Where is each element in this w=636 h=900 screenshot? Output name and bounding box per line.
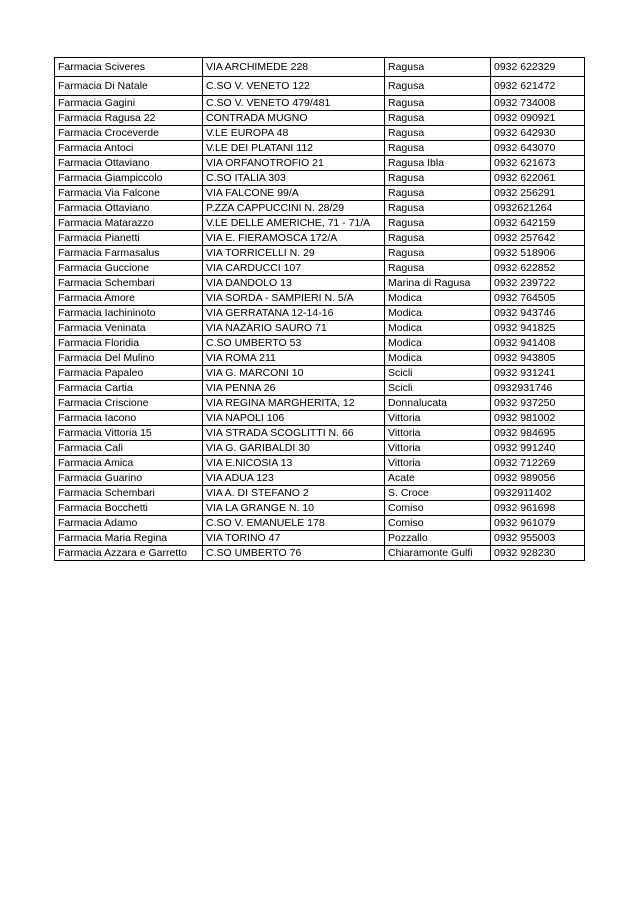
- table-row: [55, 261, 585, 276]
- pharmacy-city-cell: Ragusa: [385, 171, 491, 186]
- pharmacy-phone-cell: 0932621264: [491, 201, 585, 216]
- pharmacy-name-cell: Farmacia Giampiccolo: [55, 171, 203, 186]
- table-row: [55, 426, 585, 441]
- pharmacy-city-cell: Scicli: [385, 366, 491, 381]
- pharmacy-phone-cell: 0932 961079: [491, 516, 585, 531]
- table-row: [55, 201, 585, 216]
- table-row: [55, 321, 585, 336]
- pharmacy-phone-cell: 0932 941825: [491, 321, 585, 336]
- table-row: [55, 276, 585, 291]
- pharmacy-phone-cell: 0932 239722: [491, 276, 585, 291]
- pharmacy-name-cell: Farmacia Ragusa 22: [55, 111, 203, 126]
- pharmacy-city-cell: Modica: [385, 321, 491, 336]
- pharmacy-address-cell: VIA SORDA - SAMPIERI N. 5/A: [203, 291, 385, 306]
- pharmacy-address-cell: VIA G. MARCONI 10: [203, 366, 385, 381]
- table-row: [55, 381, 585, 396]
- pharmacy-name-cell: Farmacia Sciveres: [55, 58, 203, 77]
- table-row: [55, 366, 585, 381]
- pharmacy-name-cell: Farmacia Iachininoto: [55, 306, 203, 321]
- pharmacy-city-cell: Modica: [385, 336, 491, 351]
- pharmacy-address-cell: VIA E. FIERAMOSCA 172/A: [203, 231, 385, 246]
- table-row: [55, 486, 585, 501]
- pharmacy-name-cell: Farmacia Ottaviano: [55, 201, 203, 216]
- pharmacy-address-cell: VIA ADUA 123: [203, 471, 385, 486]
- table-row: [55, 531, 585, 546]
- table-row: [55, 231, 585, 246]
- table-row: [55, 141, 585, 156]
- pharmacy-phone-cell: 0932 941408: [491, 336, 585, 351]
- pharmacy-address-cell: VIA CARDUCCI 107: [203, 261, 385, 276]
- pharmacy-phone-cell: 0932 622061: [491, 171, 585, 186]
- pharmacy-address-cell: VIA E.NICOSIA 13: [203, 456, 385, 471]
- pharmacy-city-cell: Ragusa: [385, 126, 491, 141]
- pharmacy-address-cell: VIA GERRATANA 12-14-16: [203, 306, 385, 321]
- pharmacy-address-cell: VIA ARCHIMEDE 228: [203, 58, 385, 77]
- pharmacy-city-cell: Modica: [385, 351, 491, 366]
- pharmacy-name-cell: Farmacia Schembari: [55, 486, 203, 501]
- pharmacy-city-cell: Ragusa: [385, 186, 491, 201]
- pharmacy-address-cell: VIA ORFANOTROFIO 21: [203, 156, 385, 171]
- pharmacy-phone-cell: 0932 928230: [491, 546, 585, 561]
- pharmacy-address-cell: C.SO UMBERTO 53: [203, 336, 385, 351]
- pharmacy-address-cell: C.SO ITALIA 303: [203, 171, 385, 186]
- pharmacy-table-body: [55, 58, 585, 561]
- table-row: [55, 456, 585, 471]
- pharmacy-name-cell: Farmacia Pianetti: [55, 231, 203, 246]
- pharmacy-phone-cell: 0932 622329: [491, 58, 585, 77]
- table-row: [55, 58, 585, 77]
- pharmacy-phone-cell: 0932 622852: [491, 261, 585, 276]
- table-row: [55, 516, 585, 531]
- pharmacy-phone-cell: 0932 937250: [491, 396, 585, 411]
- pharmacy-name-cell: Farmacia Iacono: [55, 411, 203, 426]
- pharmacy-name-cell: Farmacia Adamo: [55, 516, 203, 531]
- pharmacy-name-cell: Farmacia Bocchetti: [55, 501, 203, 516]
- table-row: [55, 306, 585, 321]
- pharmacy-city-cell: Modica: [385, 306, 491, 321]
- pharmacy-city-cell: Comiso: [385, 501, 491, 516]
- pharmacy-name-cell: Farmacia Maria Regina: [55, 531, 203, 546]
- pharmacy-city-cell: Ragusa: [385, 216, 491, 231]
- table-row: [55, 156, 585, 171]
- pharmacy-address-cell: CONTRADA MUGNO: [203, 111, 385, 126]
- pharmacy-name-cell: Farmacia Farmasalus: [55, 246, 203, 261]
- pharmacy-phone-cell: 0932 981002: [491, 411, 585, 426]
- table-row: [55, 246, 585, 261]
- pharmacy-phone-cell: 0932 989056: [491, 471, 585, 486]
- table-row: [55, 501, 585, 516]
- pharmacy-name-cell: Farmacia Gagini: [55, 96, 203, 111]
- pharmacy-phone-cell: 0932 955003: [491, 531, 585, 546]
- pharmacy-phone-cell: 0932 734008: [491, 96, 585, 111]
- pharmacy-address-cell: V.LE DEI PLATANI 112: [203, 141, 385, 156]
- pharmacy-phone-cell: 0932 961698: [491, 501, 585, 516]
- pharmacy-city-cell: Ragusa: [385, 261, 491, 276]
- pharmacy-address-cell: VIA PENNA 26: [203, 381, 385, 396]
- pharmacy-phone-cell: 0932 943805: [491, 351, 585, 366]
- pharmacy-name-cell: Farmacia Schembari: [55, 276, 203, 291]
- pharmacy-phone-cell: 0932 518906: [491, 246, 585, 261]
- pharmacy-address-cell: C.SO UMBERTO 76: [203, 546, 385, 561]
- pharmacy-name-cell: Farmacia Calì: [55, 441, 203, 456]
- pharmacy-name-cell: Farmacia Via Falcone: [55, 186, 203, 201]
- pharmacy-phone-cell: 0932 090921: [491, 111, 585, 126]
- pharmacy-address-cell: P.ZZA CAPPUCCINI N. 28/29: [203, 201, 385, 216]
- table-row: [55, 546, 585, 561]
- pharmacy-city-cell: Ragusa: [385, 246, 491, 261]
- table-row: [55, 471, 585, 486]
- table-row: [55, 351, 585, 366]
- table-row: [55, 171, 585, 186]
- pharmacy-phone-cell: 0932 642159: [491, 216, 585, 231]
- pharmacy-city-cell: Donnalucata: [385, 396, 491, 411]
- pharmacy-address-cell: V.LE EUROPA 48: [203, 126, 385, 141]
- pharmacy-phone-cell: 0932911402: [491, 486, 585, 501]
- pharmacy-address-cell: VIA NAZARIO SAURO 71: [203, 321, 385, 336]
- pharmacy-name-cell: Farmacia Guccione: [55, 261, 203, 276]
- pharmacy-phone-cell: 0932 256291: [491, 186, 585, 201]
- pharmacy-name-cell: Farmacia Del Mulino: [55, 351, 203, 366]
- pharmacy-phone-cell: 0932 621673: [491, 156, 585, 171]
- pharmacy-name-cell: Farmacia Papaleo: [55, 366, 203, 381]
- pharmacy-city-cell: Vittoria: [385, 441, 491, 456]
- pharmacy-phone-cell: 0932 642930: [491, 126, 585, 141]
- pharmacy-phone-cell: 0932 643070: [491, 141, 585, 156]
- pharmacy-name-cell: Farmacia Amore: [55, 291, 203, 306]
- pharmacy-phone-cell: 0932 257642: [491, 231, 585, 246]
- pharmacy-address-cell: VIA DANDOLO 13: [203, 276, 385, 291]
- pharmacy-city-cell: Vittoria: [385, 426, 491, 441]
- pharmacy-address-cell: V.LE DELLE AMERICHE, 71 - 71/A: [203, 216, 385, 231]
- pharmacy-city-cell: Ragusa: [385, 96, 491, 111]
- pharmacy-city-cell: Vittoria: [385, 411, 491, 426]
- table-row: [55, 411, 585, 426]
- pharmacy-name-cell: Farmacia Antoci: [55, 141, 203, 156]
- table-row: [55, 111, 585, 126]
- pharmacy-address-cell: VIA NAPOLI 106: [203, 411, 385, 426]
- pharmacy-name-cell: Farmacia Azzara e Garretto: [55, 546, 203, 561]
- table-row: [55, 441, 585, 456]
- pharmacy-city-cell: Pozzallo: [385, 531, 491, 546]
- pharmacy-phone-cell: 0932931746: [491, 381, 585, 396]
- pharmacy-city-cell: Ragusa: [385, 111, 491, 126]
- pharmacy-address-cell: VIA REGINA MARGHERITA, 12: [203, 396, 385, 411]
- pharmacy-name-cell: Farmacia Floridia: [55, 336, 203, 351]
- pharmacy-city-cell: Ragusa: [385, 77, 491, 96]
- table-row: [55, 77, 585, 96]
- pharmacy-address-cell: VIA LA GRANGE N. 10: [203, 501, 385, 516]
- pharmacy-city-cell: Marina di Ragusa: [385, 276, 491, 291]
- pharmacy-address-cell: C.SO V. VENETO 479/481: [203, 96, 385, 111]
- pharmacy-city-cell: Ragusa: [385, 201, 491, 216]
- pharmacy-address-cell: VIA FALCONE 99/A: [203, 186, 385, 201]
- pharmacy-name-cell: Farmacia Ottaviano: [55, 156, 203, 171]
- pharmacy-address-cell: VIA A. DI STEFANO 2: [203, 486, 385, 501]
- pharmacy-table: [54, 57, 585, 561]
- pharmacy-phone-cell: 0932 991240: [491, 441, 585, 456]
- pharmacy-city-cell: Scicli: [385, 381, 491, 396]
- table-row: [55, 96, 585, 111]
- pharmacy-address-cell: VIA TORRICELLI N. 29: [203, 246, 385, 261]
- pharmacy-address-cell: VIA TORINO 47: [203, 531, 385, 546]
- pharmacy-name-cell: Farmacia Matarazzo: [55, 216, 203, 231]
- pharmacy-phone-cell: 0932 621472: [491, 77, 585, 96]
- pharmacy-address-cell: C.SO V. EMANUELE 178: [203, 516, 385, 531]
- pharmacy-city-cell: Ragusa: [385, 58, 491, 77]
- pharmacy-phone-cell: 0932 712269: [491, 456, 585, 471]
- pharmacy-name-cell: Farmacia Cartia: [55, 381, 203, 396]
- pharmacy-city-cell: Comiso: [385, 516, 491, 531]
- pharmacy-address-cell: VIA G. GARIBALDI 30: [203, 441, 385, 456]
- pharmacy-city-cell: Ragusa Ibla: [385, 156, 491, 171]
- table-row: [55, 336, 585, 351]
- pharmacy-city-cell: S. Croce: [385, 486, 491, 501]
- pharmacy-name-cell: Farmacia Vittoria 15: [55, 426, 203, 441]
- pharmacy-name-cell: Farmacia Amica: [55, 456, 203, 471]
- pharmacy-address-cell: VIA STRADA SCOGLITTI N. 66: [203, 426, 385, 441]
- pharmacy-name-cell: Farmacia Croceverde: [55, 126, 203, 141]
- table-row: [55, 186, 585, 201]
- pharmacy-address-cell: VIA ROMA 211: [203, 351, 385, 366]
- pharmacy-phone-cell: 0932 943746: [491, 306, 585, 321]
- pharmacy-phone-cell: 0932 984695: [491, 426, 585, 441]
- pharmacy-city-cell: Ragusa: [385, 231, 491, 246]
- table-row: [55, 126, 585, 141]
- pharmacy-city-cell: Ragusa: [385, 141, 491, 156]
- table-row: [55, 216, 585, 231]
- table-row: [55, 396, 585, 411]
- pharmacy-city-cell: Modica: [385, 291, 491, 306]
- pharmacy-phone-cell: 0932 764505: [491, 291, 585, 306]
- pharmacy-city-cell: Acate: [385, 471, 491, 486]
- pharmacy-name-cell: Farmacia Di Natale: [55, 77, 203, 96]
- pharmacy-name-cell: Farmacia Guarino: [55, 471, 203, 486]
- pharmacy-address-cell: C.SO V. VENETO 122: [203, 77, 385, 96]
- pharmacy-city-cell: Vittoria: [385, 456, 491, 471]
- table-row: [55, 291, 585, 306]
- pharmacy-name-cell: Farmacia Veninata: [55, 321, 203, 336]
- pharmacy-phone-cell: 0932 931241: [491, 366, 585, 381]
- pharmacy-city-cell: Chiaramonte Gulfi: [385, 546, 491, 561]
- pharmacy-name-cell: Farmacia Criscione: [55, 396, 203, 411]
